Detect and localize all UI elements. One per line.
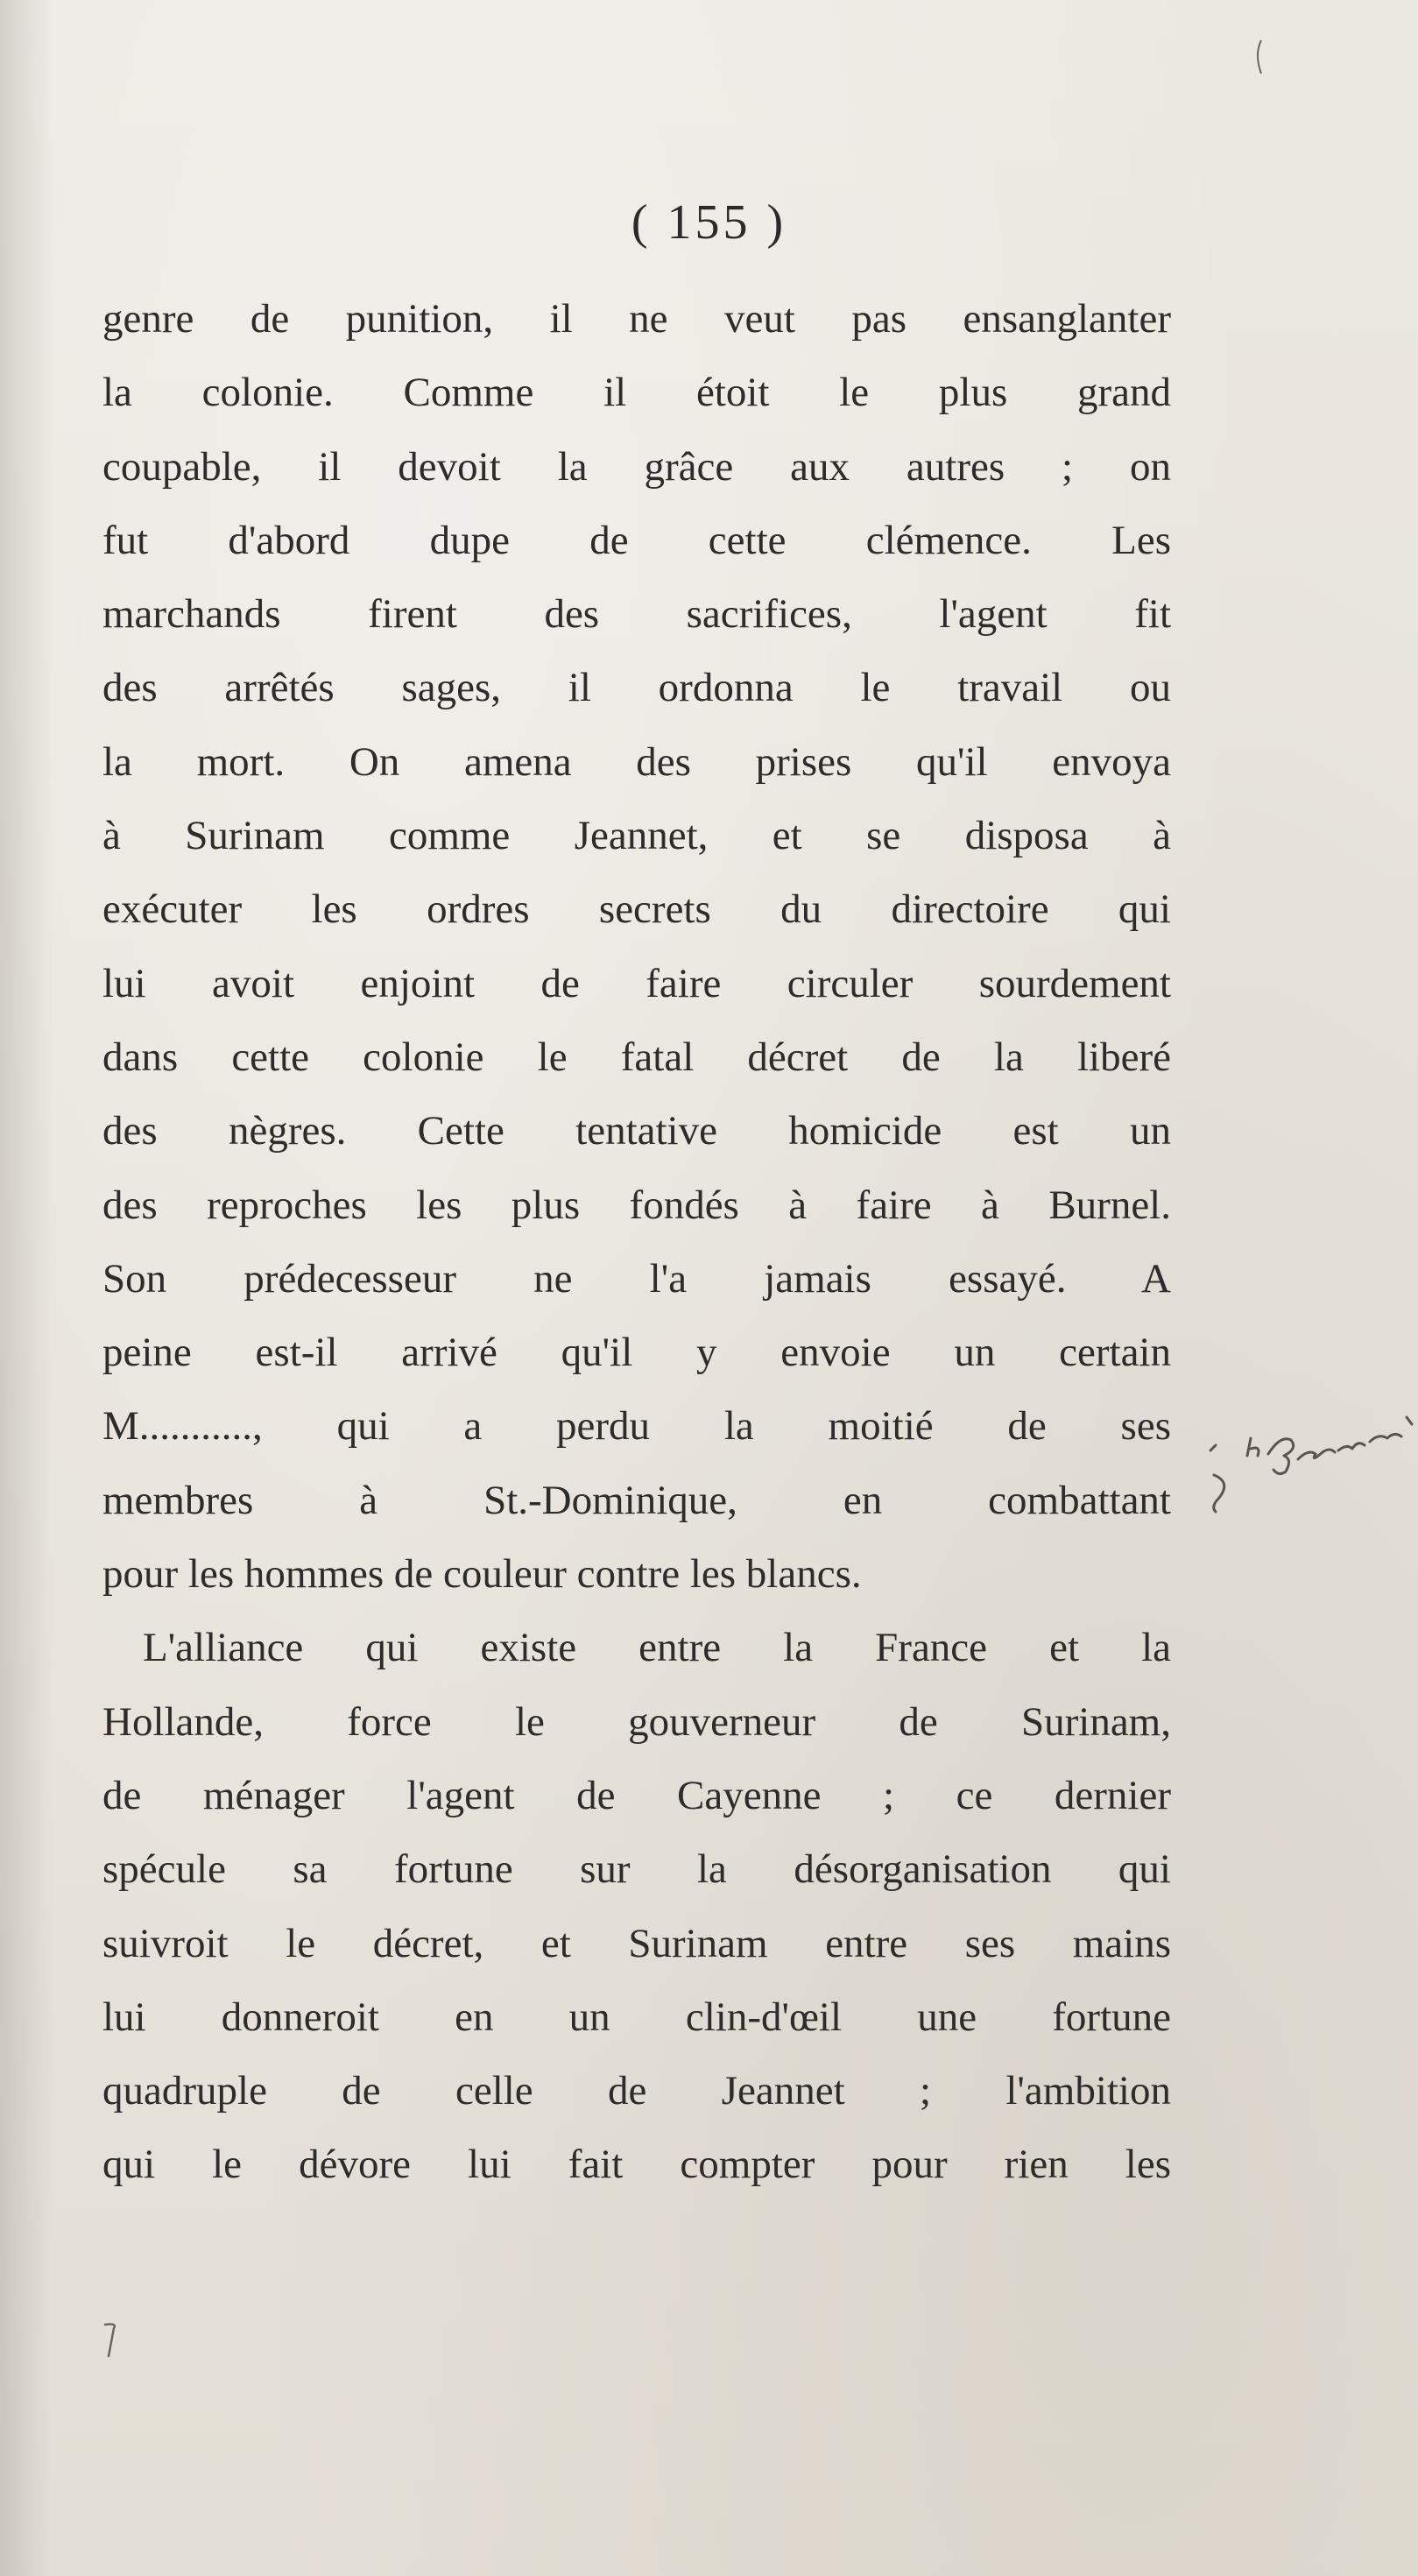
text-line: des reproches les plus fondés à faire à Burnel. xyxy=(102,1182,1171,1228)
text-line: à Surinam comme Jeannet, et se disposa à xyxy=(102,813,1171,859)
text-line: quadruple de celle de Jeannet ; l'ambition xyxy=(102,2068,1171,2114)
text-line: spécule sa fortune sur la désorganisation qui xyxy=(102,1846,1171,1893)
text-line: suivroit le décret, et Surinam entre ses mains xyxy=(102,1920,1171,1966)
text-line: des nègres. Cette tentative homicide est un xyxy=(102,1108,1171,1154)
body-text xyxy=(102,282,1171,2202)
text-line: des arrêtés sages, il ordonna le travail ou xyxy=(102,665,1171,711)
text-line: lui avoit enjoint de faire circuler sourdement xyxy=(102,960,1171,1006)
paragraph-end-line: pour les hommes de couleur contre les blancs. xyxy=(102,1551,862,1598)
text-line: genre de punition, il ne veut pas ensanglanter xyxy=(102,296,1171,342)
text-line: dans cette colonie le fatal décret de la liberé xyxy=(102,1034,1171,1080)
handwritten-margin-note xyxy=(1207,1414,1417,1528)
bottom-pencil-mark xyxy=(98,2318,124,2361)
text-line: marchands firent des sacrifices, l'agent fit xyxy=(102,591,1171,638)
text-line: peine est-il arrivé qu'il y envoie un certain xyxy=(102,1330,1171,1376)
text-line: Hollande, force le gouverneur de Surinam, xyxy=(102,1698,1171,1745)
text-line: Son prédecesseur ne l'a jamais essayé. A xyxy=(102,1255,1171,1302)
page-edge-shadow xyxy=(0,0,53,2576)
corner-pencil-mark xyxy=(1251,35,1268,79)
text-line: qui le dévore lui fait compter pour rien les xyxy=(102,2142,1171,2188)
text-line: la colonie. Comme il étoit le plus grand xyxy=(102,370,1171,416)
text-line: coupable, il devoit la grâce aux autres ; on xyxy=(102,443,1171,490)
text-line: fut d'abord dupe de cette clémence. Les xyxy=(102,517,1171,563)
page-number-header: ( 155 ) xyxy=(631,195,787,250)
paragraph-start-line: L'alliance qui existe entre la France et la xyxy=(143,1625,1171,1671)
text-line: lui donneroit en un clin-d'œil une fortune xyxy=(102,1994,1171,2040)
text-line: M..........., qui a perdu la moitié de ses xyxy=(102,1403,1171,1450)
text-line: la mort. On amena des prises qu'il envoya xyxy=(102,738,1171,785)
text-line: exécuter les ordres secrets du directoire qui xyxy=(102,886,1171,933)
text-line: de ménager l'agent de Cayenne ; ce dernier xyxy=(102,1772,1171,1818)
text-line: membres à St.-Dominique, en combattant xyxy=(102,1477,1171,1523)
